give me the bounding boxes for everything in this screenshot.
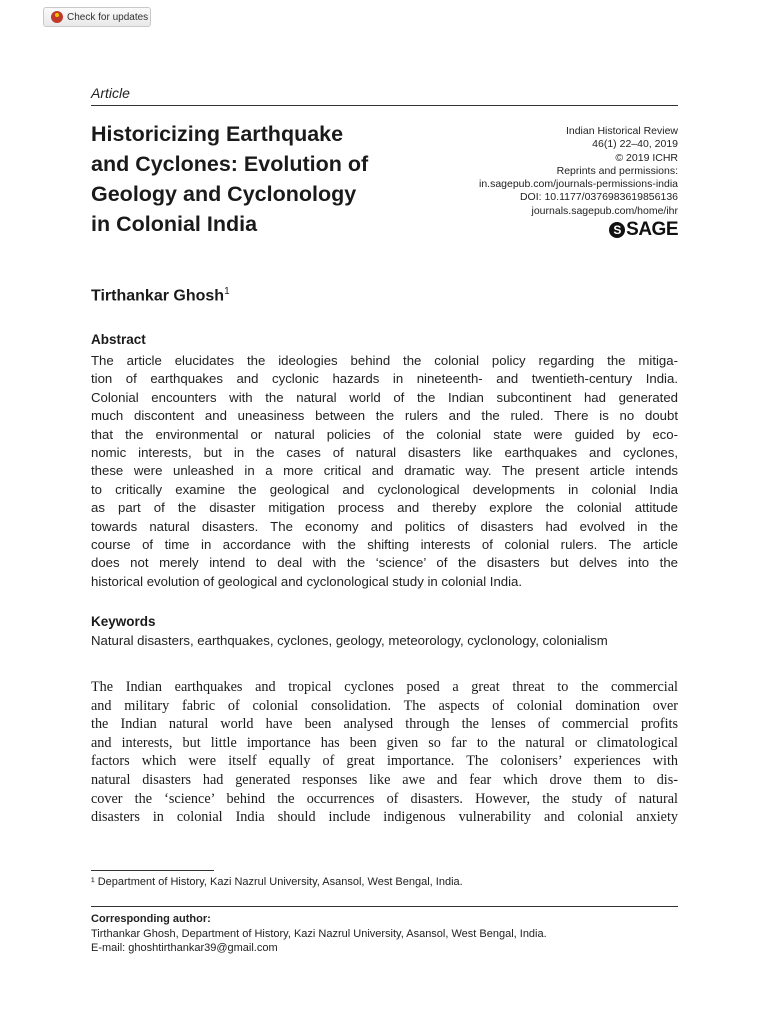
correspondence-rule bbox=[91, 906, 678, 907]
journal-name: Indian Historical Review bbox=[565, 125, 678, 137]
author-name-text: Tirthankar Ghosh bbox=[91, 287, 225, 305]
keywords-heading: Keywords bbox=[91, 614, 156, 629]
footnote-rule bbox=[91, 870, 214, 871]
author-name bbox=[91, 286, 230, 305]
header-rule bbox=[91, 105, 678, 106]
corresponding-author-heading: Corresponding author: bbox=[91, 913, 211, 925]
abstract-line: course of time in accordance with the shifting interests of colonial rulers. The article bbox=[91, 537, 678, 553]
corresponding-author-email[interactable]: E-mail: ghoshtirthankar39@gmail.com bbox=[91, 942, 278, 955]
abstract-heading: Abstract bbox=[91, 332, 146, 347]
journal-home-link[interactable]: journals.sagepub.com/home/ihr bbox=[531, 204, 678, 217]
article-title bbox=[91, 119, 441, 239]
crossmark-icon bbox=[51, 11, 63, 23]
body-line: natural disasters had generated responses like awe and fear which drove them to dis- bbox=[91, 771, 678, 788]
abstract-line: nomic interests, but in the cases of natural disasters like earthquakes and cyclones, bbox=[91, 445, 678, 461]
abstract-line: to critically examine the geological and cyclonological developments in colonial India bbox=[91, 481, 678, 497]
abstract-line: that the environmental or natural policies of the colonial state were guided by eco- bbox=[91, 426, 678, 442]
check-for-updates-label: Check for updates bbox=[67, 11, 149, 23]
abstract-line: does not merely intend to deal with the ‘science’ of the disasters but delves into the bbox=[91, 555, 678, 571]
body-line: The Indian earthquakes and tropical cyclones posed a great threat to the commercial bbox=[91, 679, 678, 695]
journal-volume: 46(1) 22–40, 2019 bbox=[592, 138, 678, 151]
body-paragraph bbox=[91, 678, 678, 827]
abstract-line: tion of earthquakes and cyclonic hazards in nineteenth- and twentieth-century India. bbox=[91, 371, 678, 387]
abstract-text bbox=[91, 352, 678, 591]
abstract-line: towards natural disasters. The economy and politics of disasters had evolved in the bbox=[91, 518, 678, 534]
abstract-line: historical evolution of geological and cyclonological study in colonial India. bbox=[91, 573, 523, 589]
abstract-line: Colonial encounters with the natural world of the Indian subcontinent had generated bbox=[91, 389, 678, 405]
check-for-updates-button[interactable] bbox=[43, 7, 151, 27]
body-line: disasters in colonial India should include indigenous vulnerability and colonial anxiety bbox=[91, 809, 678, 826]
abstract-line: as part of the disaster mitigation process and thereby explore the colonial attitude bbox=[91, 500, 678, 516]
title-line: and Cyclones: Evolution of bbox=[91, 152, 369, 176]
title-line: Historicizing Earthquake bbox=[91, 122, 344, 146]
body-line: cover the ‘science’ behind the occurrences of disasters. However, the study of natural bbox=[91, 790, 678, 807]
body-line: factors which were itself equally of great importance. The colonisers’ experiences with bbox=[91, 753, 678, 770]
sage-s-icon: S bbox=[609, 222, 625, 238]
article-type-label: Article bbox=[91, 85, 130, 101]
body-line: and interests, but little importance has been given so far to the natural or climatological bbox=[91, 734, 678, 751]
body-line: and military fabric of colonial consolidation. The aspects of colonial domination over bbox=[91, 697, 678, 714]
permissions-label: Reprints and permissions: bbox=[556, 164, 678, 177]
affiliation-mark: 1 bbox=[224, 286, 230, 297]
journal-metadata bbox=[479, 125, 678, 218]
abstract-line: The article elucidates the ideologies behind the colonial policy regarding the mitiga- bbox=[91, 353, 678, 368]
title-line: in Colonial India bbox=[91, 212, 258, 236]
corresponding-author-address: Tirthankar Ghosh, Department of History, Kazi Nazrul University, Asansol, West Bengal, India. bbox=[91, 927, 547, 940]
abstract-line: much discontent and uneasiness between the rulers and the ruled. There is no doubt bbox=[91, 408, 678, 424]
permissions-link[interactable]: in.sagepub.com/journals-permissions-india bbox=[478, 178, 678, 191]
abstract-line: these were unleashed in a more critical and dramatic way. The present article intends bbox=[91, 463, 678, 479]
body-line: the Indian natural world have been analysed through the lenses of commercial profits bbox=[91, 716, 678, 733]
copyright: © 2019 ICHR bbox=[615, 151, 678, 164]
publisher-logo-text: SAGE bbox=[626, 219, 678, 240]
publisher-logo bbox=[609, 219, 678, 241]
footnote: ¹ Department of History, Kazi Nazrul University, Asansol, West Bengal, India. bbox=[91, 876, 463, 888]
doi-link[interactable]: DOI: 10.1177/0376983619856136 bbox=[519, 191, 678, 204]
title-line: Geology and Cyclonology bbox=[91, 182, 357, 206]
corresponding-author bbox=[91, 912, 547, 956]
keywords-text: Natural disasters, earthquakes, cyclones, geology, meteorology, cyclonology, colonialism bbox=[91, 633, 608, 648]
